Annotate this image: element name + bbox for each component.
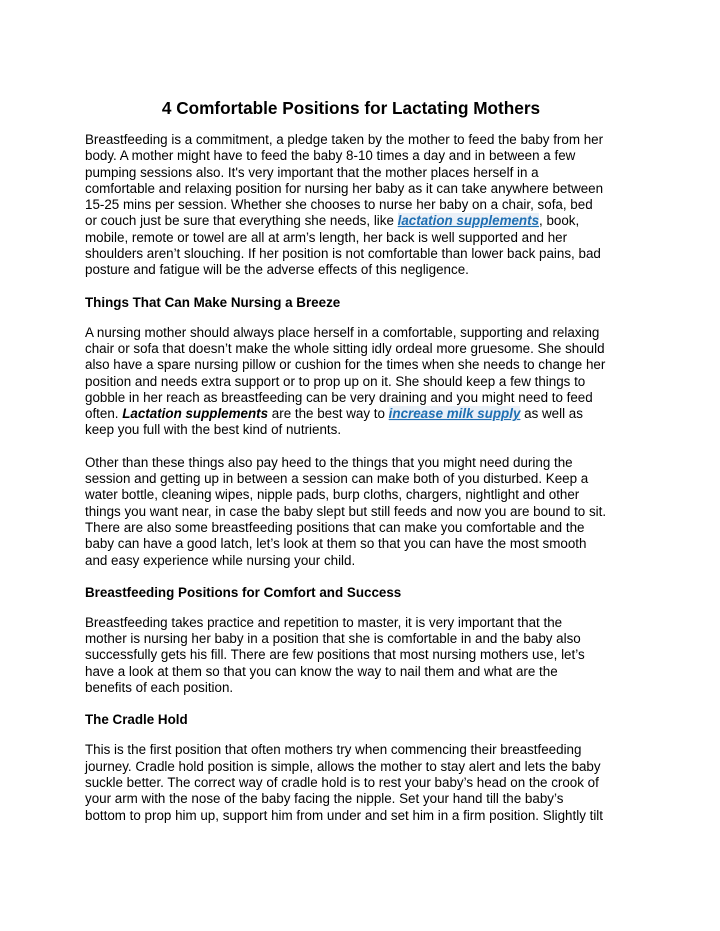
text-line: mobile, remote or towel are all at arm’s length, her back is well supported and her: [85, 229, 568, 245]
text-line: also have a spare nursing pillow or cushion for the times when she needs to change her: [85, 357, 606, 373]
text-line: things you want near, in case the baby slept but still feeds and now you are bound to sit.: [85, 503, 607, 519]
text-run: are the best way to: [268, 406, 389, 422]
text-run: as well as: [520, 406, 583, 422]
text-line: Breastfeeding is a commitment, a pledge taken by the mother to feed the baby from her: [85, 132, 604, 147]
text-line: There are also some breastfeeding positions that can make you comfortable and the: [85, 519, 585, 535]
text-line: successfully gets his fill. There are few positions that most nursing mothers use, let’s: [85, 647, 585, 663]
text-line: baby can have a good latch, let’s look at them so that you can have the most smooth: [85, 536, 587, 552]
text-line: bottom to prop him up, support him from under and set him in a firm position. Slightly tilt: [85, 807, 604, 823]
text-run: or couch just be sure that everything she needs, like: [85, 213, 398, 229]
page-title: 4 Comfortable Positions for Lactating Mothers: [161, 98, 541, 118]
text-line: pumping sessions also. It's very important that the mother places herself in a: [85, 164, 539, 180]
text-line: benefits of each position.: [85, 680, 234, 696]
section-paragraph: [85, 325, 637, 439]
lactation-supplements-link[interactable]: lactation supplements: [397, 213, 540, 229]
section-paragraph: [85, 742, 637, 823]
text-line: session and getting up in between a session can make both of you disturbed. Keep a: [85, 471, 589, 487]
section-paragraph: [85, 615, 637, 696]
text-line: keep you full with the best kind of nutrients.: [85, 422, 342, 438]
text-line: position and needs extra support or to prop up on it. She should keep a few things to: [85, 373, 586, 389]
text-line: journey. Cradle hold position is simple, allows the mother to stay alert and lets the baby: [85, 758, 601, 774]
text-line: shoulders aren’t slouching. If her position is not comfortable than lower back pains, bad: [85, 246, 601, 262]
document-page: [85, 98, 637, 840]
section-heading-nursing-breeze: Things That Can Make Nursing a Breeze: [85, 294, 341, 310]
text-line: body. A mother might have to feed the baby 8-10 times a day and in between a few: [85, 148, 576, 164]
text-line: 15-25 mins per session. Whether she chooses to nurse her baby on a chair, sofa, bed: [85, 197, 593, 213]
text-line: chair or sofa that doesn’t make the whole sitting idly ordeal more gruesome. She should: [85, 340, 605, 356]
text-line: Breastfeeding takes practice and repetition to master, it is very important that the: [85, 614, 563, 630]
emphasis-text: Lactation supplements: [122, 406, 269, 422]
text-line: [85, 406, 637, 422]
body-paragraph: [85, 455, 637, 569]
section-heading-cradle-hold: The Cradle Hold: [85, 712, 188, 728]
text-line: A nursing mother should always place herself in a comfortable, supporting and relaxing: [85, 324, 600, 340]
text-line: This is the first position that often mothers try when commencing their breastfeeding: [85, 742, 582, 758]
text-line: Other than these things also pay heed to the things that you might need during the: [85, 454, 573, 470]
section-heading-positions: Breastfeeding Positions for Comfort and Success: [85, 584, 402, 600]
text-run: , book,: [539, 213, 580, 229]
text-line: suckle better. The correct way of cradle hold is to rest your baby’s head on the crook of: [85, 774, 599, 790]
text-line: posture and fatigue will be the adverse effects of this negligence.: [85, 262, 469, 278]
text-line: gobble in her reach as breastfeeding can be very draining and you might need to feed: [85, 389, 593, 405]
increase-milk-supply-link[interactable]: increase milk supply: [388, 406, 521, 422]
text-line: mother is nursing her baby in a position that she is comfortable in and the baby also: [85, 631, 581, 647]
intro-paragraph: [85, 132, 637, 279]
text-line: comfortable and relaxing position for nursing her baby as it can take anywhere between: [85, 180, 604, 196]
text-run: often.: [85, 406, 123, 422]
text-line: have a look at them so that you can know the way to nail them and what are the: [85, 663, 558, 679]
text-line: [85, 213, 637, 229]
text-line: water bottle, cleaning wipes, nipple pads, burp cloths, chargers, nightlight and other: [85, 487, 580, 503]
text-line: and easy experience while nursing your child.: [85, 552, 356, 568]
text-line: your arm with the nose of the baby facing the nipple. Set your hand till the baby’s: [85, 791, 564, 807]
